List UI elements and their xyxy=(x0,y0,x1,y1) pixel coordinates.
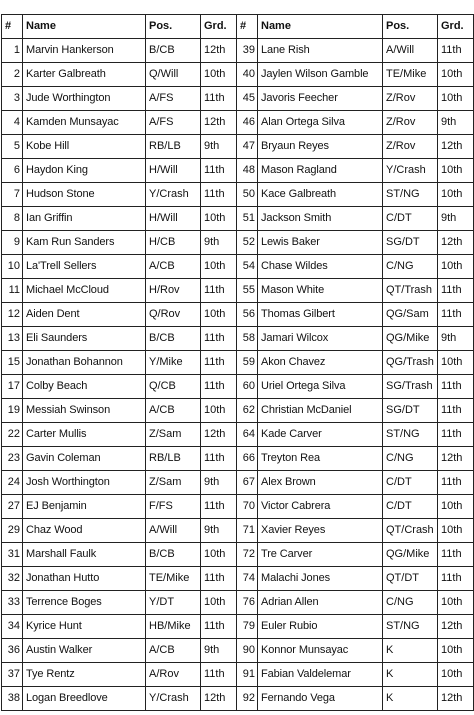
player-grade: 10th xyxy=(438,591,474,615)
player-number: 71 xyxy=(237,519,258,543)
player-grade: 12th xyxy=(438,615,474,639)
player-name: Carter Mullis xyxy=(23,423,146,447)
player-name: Karter Galbreath xyxy=(23,63,146,87)
player-name: Kamden Munsayac xyxy=(23,111,146,135)
player-grade: 12th xyxy=(201,39,237,63)
player-name: EJ Benjamin xyxy=(23,495,146,519)
player-number: 54 xyxy=(237,255,258,279)
table-row xyxy=(2,519,474,543)
player-grade: 9th xyxy=(201,231,237,255)
player-position: SG/DT xyxy=(383,231,438,255)
player-number: 47 xyxy=(237,135,258,159)
player-number: 36 xyxy=(2,639,23,663)
player-name: Michael McCloud xyxy=(23,279,146,303)
player-number: 79 xyxy=(237,615,258,639)
player-position: SG/Trash xyxy=(383,375,438,399)
table-row xyxy=(2,687,474,711)
player-name: Thomas Gilbert xyxy=(258,303,383,327)
player-grade: 11th xyxy=(201,447,237,471)
player-grade: 12th xyxy=(438,447,474,471)
player-position: QT/Trash xyxy=(383,279,438,303)
player-position: Y/Crash xyxy=(383,159,438,183)
player-grade: 9th xyxy=(438,327,474,351)
player-name: Adrian Allen xyxy=(258,591,383,615)
player-position: QG/Mike xyxy=(383,327,438,351)
player-name: Marshall Faulk xyxy=(23,543,146,567)
table-row xyxy=(2,495,474,519)
player-grade: 9th xyxy=(438,207,474,231)
player-name: Tre Carver xyxy=(258,543,383,567)
player-name: Hudson Stone xyxy=(23,183,146,207)
player-number: 67 xyxy=(237,471,258,495)
player-number: 12 xyxy=(2,303,23,327)
player-position: B/CB xyxy=(146,327,201,351)
player-number: 58 xyxy=(237,327,258,351)
player-name: Terrence Boges xyxy=(23,591,146,615)
player-number: 38 xyxy=(2,687,23,711)
player-position: A/Will xyxy=(146,519,201,543)
player-grade: 9th xyxy=(438,111,474,135)
player-number: 34 xyxy=(2,615,23,639)
player-grade: 11th xyxy=(438,471,474,495)
player-number: 24 xyxy=(2,471,23,495)
table-row xyxy=(2,255,474,279)
table-row xyxy=(2,183,474,207)
player-grade: 10th xyxy=(438,183,474,207)
player-name: Jude Worthington xyxy=(23,87,146,111)
player-grade: 11th xyxy=(438,543,474,567)
player-number: 1 xyxy=(2,39,23,63)
player-number: 46 xyxy=(237,111,258,135)
player-position: H/CB xyxy=(146,231,201,255)
table-row xyxy=(2,63,474,87)
player-number: 91 xyxy=(237,663,258,687)
player-number: 70 xyxy=(237,495,258,519)
player-position: H/Rov xyxy=(146,279,201,303)
player-grade: 10th xyxy=(201,543,237,567)
player-number: 5 xyxy=(2,135,23,159)
player-grade: 10th xyxy=(438,495,474,519)
table-row xyxy=(2,135,474,159)
player-grade: 12th xyxy=(201,423,237,447)
player-number: 76 xyxy=(237,591,258,615)
player-number: 48 xyxy=(237,159,258,183)
player-name: Javoris Feecher xyxy=(258,87,383,111)
player-number: 90 xyxy=(237,639,258,663)
player-grade: 11th xyxy=(201,159,237,183)
player-grade: 11th xyxy=(201,663,237,687)
player-number: 92 xyxy=(237,687,258,711)
player-name: Uriel Ortega Silva xyxy=(258,375,383,399)
player-grade: 11th xyxy=(201,279,237,303)
player-number: 4 xyxy=(2,111,23,135)
player-position: RB/LB xyxy=(146,447,201,471)
player-name: Ian Griffin xyxy=(23,207,146,231)
player-grade: 10th xyxy=(438,255,474,279)
player-grade: 11th xyxy=(438,567,474,591)
player-name: Haydon King xyxy=(23,159,146,183)
table-row xyxy=(2,159,474,183)
player-position: Z/Rov xyxy=(383,87,438,111)
player-position: QG/Trash xyxy=(383,351,438,375)
player-number: 22 xyxy=(2,423,23,447)
player-name: Austin Walker xyxy=(23,639,146,663)
header-name-right: Name xyxy=(258,15,383,39)
player-name: Jonathan Hutto xyxy=(23,567,146,591)
player-grade: 12th xyxy=(438,231,474,255)
player-position: C/NG xyxy=(383,591,438,615)
player-name: Akon Chavez xyxy=(258,351,383,375)
player-position: A/CB xyxy=(146,639,201,663)
player-position: Q/Rov xyxy=(146,303,201,327)
player-grade: 11th xyxy=(201,495,237,519)
player-name: Chase Wildes xyxy=(258,255,383,279)
table-row xyxy=(2,111,474,135)
player-name: Euler Rubio xyxy=(258,615,383,639)
player-name: Christian McDaniel xyxy=(258,399,383,423)
player-grade: 11th xyxy=(201,375,237,399)
player-position: C/DT xyxy=(383,207,438,231)
player-number: 56 xyxy=(237,303,258,327)
player-name: Fabian Valdelemar xyxy=(258,663,383,687)
player-number: 10 xyxy=(2,255,23,279)
table-row xyxy=(2,207,474,231)
player-position: TE/Mike xyxy=(146,567,201,591)
player-name: Victor Cabrera xyxy=(258,495,383,519)
player-number: 45 xyxy=(237,87,258,111)
player-number: 51 xyxy=(237,207,258,231)
player-name: Malachi Jones xyxy=(258,567,383,591)
table-row xyxy=(2,447,474,471)
player-grade: 10th xyxy=(438,351,474,375)
player-name: Messiah Swinson xyxy=(23,399,146,423)
player-position: K xyxy=(383,639,438,663)
player-number: 40 xyxy=(237,63,258,87)
player-position: QG/Sam xyxy=(383,303,438,327)
player-position: A/CB xyxy=(146,399,201,423)
player-position: RB/LB xyxy=(146,135,201,159)
player-number: 66 xyxy=(237,447,258,471)
player-number: 55 xyxy=(237,279,258,303)
player-position: TE/Mike xyxy=(383,63,438,87)
player-grade: 9th xyxy=(201,471,237,495)
table-row xyxy=(2,279,474,303)
player-number: 32 xyxy=(2,567,23,591)
player-grade: 10th xyxy=(201,207,237,231)
player-position: H/Will xyxy=(146,207,201,231)
player-name: Treyton Rea xyxy=(258,447,383,471)
player-grade: 11th xyxy=(438,303,474,327)
player-name: Kam Run Sanders xyxy=(23,231,146,255)
player-grade: 11th xyxy=(438,423,474,447)
header-num-left: # xyxy=(2,15,23,39)
player-grade: 11th xyxy=(438,279,474,303)
player-grade: 10th xyxy=(201,399,237,423)
player-grade: 11th xyxy=(201,615,237,639)
player-number: 6 xyxy=(2,159,23,183)
player-position: Y/Crash xyxy=(146,687,201,711)
table-row xyxy=(2,87,474,111)
header-num-right: # xyxy=(237,15,258,39)
player-grade: 11th xyxy=(438,39,474,63)
header-grade-right: Grd. xyxy=(438,15,474,39)
header-pos-left: Pos. xyxy=(146,15,201,39)
player-grade: 11th xyxy=(201,183,237,207)
player-number: 27 xyxy=(2,495,23,519)
player-position: ST/NG xyxy=(383,615,438,639)
player-number: 39 xyxy=(237,39,258,63)
player-position: K xyxy=(383,663,438,687)
player-number: 74 xyxy=(237,567,258,591)
player-number: 29 xyxy=(2,519,23,543)
roster-table-container xyxy=(1,14,473,714)
table-row xyxy=(2,591,474,615)
player-number: 8 xyxy=(2,207,23,231)
player-number: 17 xyxy=(2,375,23,399)
table-row xyxy=(2,423,474,447)
player-number: 9 xyxy=(2,231,23,255)
player-name: Kobe Hill xyxy=(23,135,146,159)
player-number: 11 xyxy=(2,279,23,303)
player-number: 13 xyxy=(2,327,23,351)
table-row xyxy=(2,663,474,687)
table-row xyxy=(2,615,474,639)
player-name: Alan Ortega Silva xyxy=(258,111,383,135)
player-grade: 9th xyxy=(201,519,237,543)
player-position: Y/Crash xyxy=(146,183,201,207)
player-position: A/CB xyxy=(146,255,201,279)
player-number: 37 xyxy=(2,663,23,687)
player-position: Z/Sam xyxy=(146,471,201,495)
player-grade: 11th xyxy=(201,327,237,351)
header-grade-left: Grd. xyxy=(201,15,237,39)
player-position: Y/DT xyxy=(146,591,201,615)
player-position: Z/Rov xyxy=(383,111,438,135)
player-name: Lane Rish xyxy=(258,39,383,63)
player-grade: 9th xyxy=(201,135,237,159)
player-number: 50 xyxy=(237,183,258,207)
player-position: ST/NG xyxy=(383,183,438,207)
player-name: La'Trell Sellers xyxy=(23,255,146,279)
player-name: Marvin Hankerson xyxy=(23,39,146,63)
table-row xyxy=(2,303,474,327)
player-number: 64 xyxy=(237,423,258,447)
table-row xyxy=(2,639,474,663)
player-name: Eli Saunders xyxy=(23,327,146,351)
player-position: QT/Crash xyxy=(383,519,438,543)
player-name: Jackson Smith xyxy=(258,207,383,231)
table-row xyxy=(2,399,474,423)
player-position: K xyxy=(383,687,438,711)
player-name: Kace Galbreath xyxy=(258,183,383,207)
player-position: B/CB xyxy=(146,39,201,63)
player-position: C/DT xyxy=(383,495,438,519)
player-grade: 10th xyxy=(438,519,474,543)
player-position: QT/DT xyxy=(383,567,438,591)
player-grade: 10th xyxy=(201,63,237,87)
player-name: Kyrice Hunt xyxy=(23,615,146,639)
player-position: HB/Mike xyxy=(146,615,201,639)
player-number: 3 xyxy=(2,87,23,111)
table-row xyxy=(2,375,474,399)
player-name: Xavier Reyes xyxy=(258,519,383,543)
player-name: Gavin Coleman xyxy=(23,447,146,471)
player-grade: 10th xyxy=(438,159,474,183)
player-position: B/CB xyxy=(146,543,201,567)
player-grade: 12th xyxy=(201,111,237,135)
player-name: Bryaun Reyes xyxy=(258,135,383,159)
player-number: 2 xyxy=(2,63,23,87)
player-position: H/Will xyxy=(146,159,201,183)
player-grade: 10th xyxy=(201,255,237,279)
player-name: Jonathan Bohannon xyxy=(23,351,146,375)
player-position: Q/CB xyxy=(146,375,201,399)
player-grade: 10th xyxy=(201,303,237,327)
header-pos-right: Pos. xyxy=(383,15,438,39)
player-position: F/FS xyxy=(146,495,201,519)
player-position: SG/DT xyxy=(383,399,438,423)
roster-table xyxy=(1,14,474,711)
player-number: 19 xyxy=(2,399,23,423)
player-position: Z/Rov xyxy=(383,135,438,159)
player-grade: 9th xyxy=(201,639,237,663)
player-grade: 11th xyxy=(201,567,237,591)
player-position: Q/Will xyxy=(146,63,201,87)
player-name: Josh Worthington xyxy=(23,471,146,495)
player-grade: 10th xyxy=(438,63,474,87)
player-number: 52 xyxy=(237,231,258,255)
player-number: 59 xyxy=(237,351,258,375)
player-name: Jaylen Wilson Gamble xyxy=(258,63,383,87)
header-name-left: Name xyxy=(23,15,146,39)
player-number: 23 xyxy=(2,447,23,471)
player-position: A/Will xyxy=(383,39,438,63)
player-grade: 11th xyxy=(201,351,237,375)
table-row xyxy=(2,39,474,63)
player-number: 62 xyxy=(237,399,258,423)
player-position: A/FS xyxy=(146,87,201,111)
table-row xyxy=(2,567,474,591)
player-grade: 10th xyxy=(438,87,474,111)
player-number: 72 xyxy=(237,543,258,567)
player-grade: 10th xyxy=(438,639,474,663)
table-row xyxy=(2,471,474,495)
player-name: Colby Beach xyxy=(23,375,146,399)
table-row xyxy=(2,231,474,255)
player-name: Alex Brown xyxy=(258,471,383,495)
player-name: Logan Breedlove xyxy=(23,687,146,711)
player-grade: 11th xyxy=(438,375,474,399)
player-name: Mason Ragland xyxy=(258,159,383,183)
player-name: Konnor Munsayac xyxy=(258,639,383,663)
player-grade: 11th xyxy=(201,87,237,111)
table-row xyxy=(2,351,474,375)
player-name: Aiden Dent xyxy=(23,303,146,327)
player-position: C/NG xyxy=(383,447,438,471)
header-row xyxy=(2,15,474,39)
player-grade: 10th xyxy=(438,663,474,687)
player-number: 33 xyxy=(2,591,23,615)
player-position: ST/NG xyxy=(383,423,438,447)
player-position: QG/Mike xyxy=(383,543,438,567)
player-position: Z/Sam xyxy=(146,423,201,447)
player-number: 15 xyxy=(2,351,23,375)
player-name: Jamari Wilcox xyxy=(258,327,383,351)
player-position: C/DT xyxy=(383,471,438,495)
roster-body xyxy=(2,39,474,711)
player-position: A/Rov xyxy=(146,663,201,687)
player-name: Fernando Vega xyxy=(258,687,383,711)
table-row xyxy=(2,543,474,567)
player-grade: 10th xyxy=(201,591,237,615)
player-number: 7 xyxy=(2,183,23,207)
player-position: Y/Mike xyxy=(146,351,201,375)
player-position: C/NG xyxy=(383,255,438,279)
player-name: Lewis Baker xyxy=(258,231,383,255)
player-name: Chaz Wood xyxy=(23,519,146,543)
player-grade: 11th xyxy=(438,399,474,423)
player-number: 31 xyxy=(2,543,23,567)
player-name: Tye Rentz xyxy=(23,663,146,687)
player-grade: 12th xyxy=(201,687,237,711)
player-grade: 12th xyxy=(438,687,474,711)
player-grade: 12th xyxy=(438,135,474,159)
player-position: A/FS xyxy=(146,111,201,135)
table-row xyxy=(2,327,474,351)
player-name: Mason White xyxy=(258,279,383,303)
player-name: Kade Carver xyxy=(258,423,383,447)
player-number: 60 xyxy=(237,375,258,399)
